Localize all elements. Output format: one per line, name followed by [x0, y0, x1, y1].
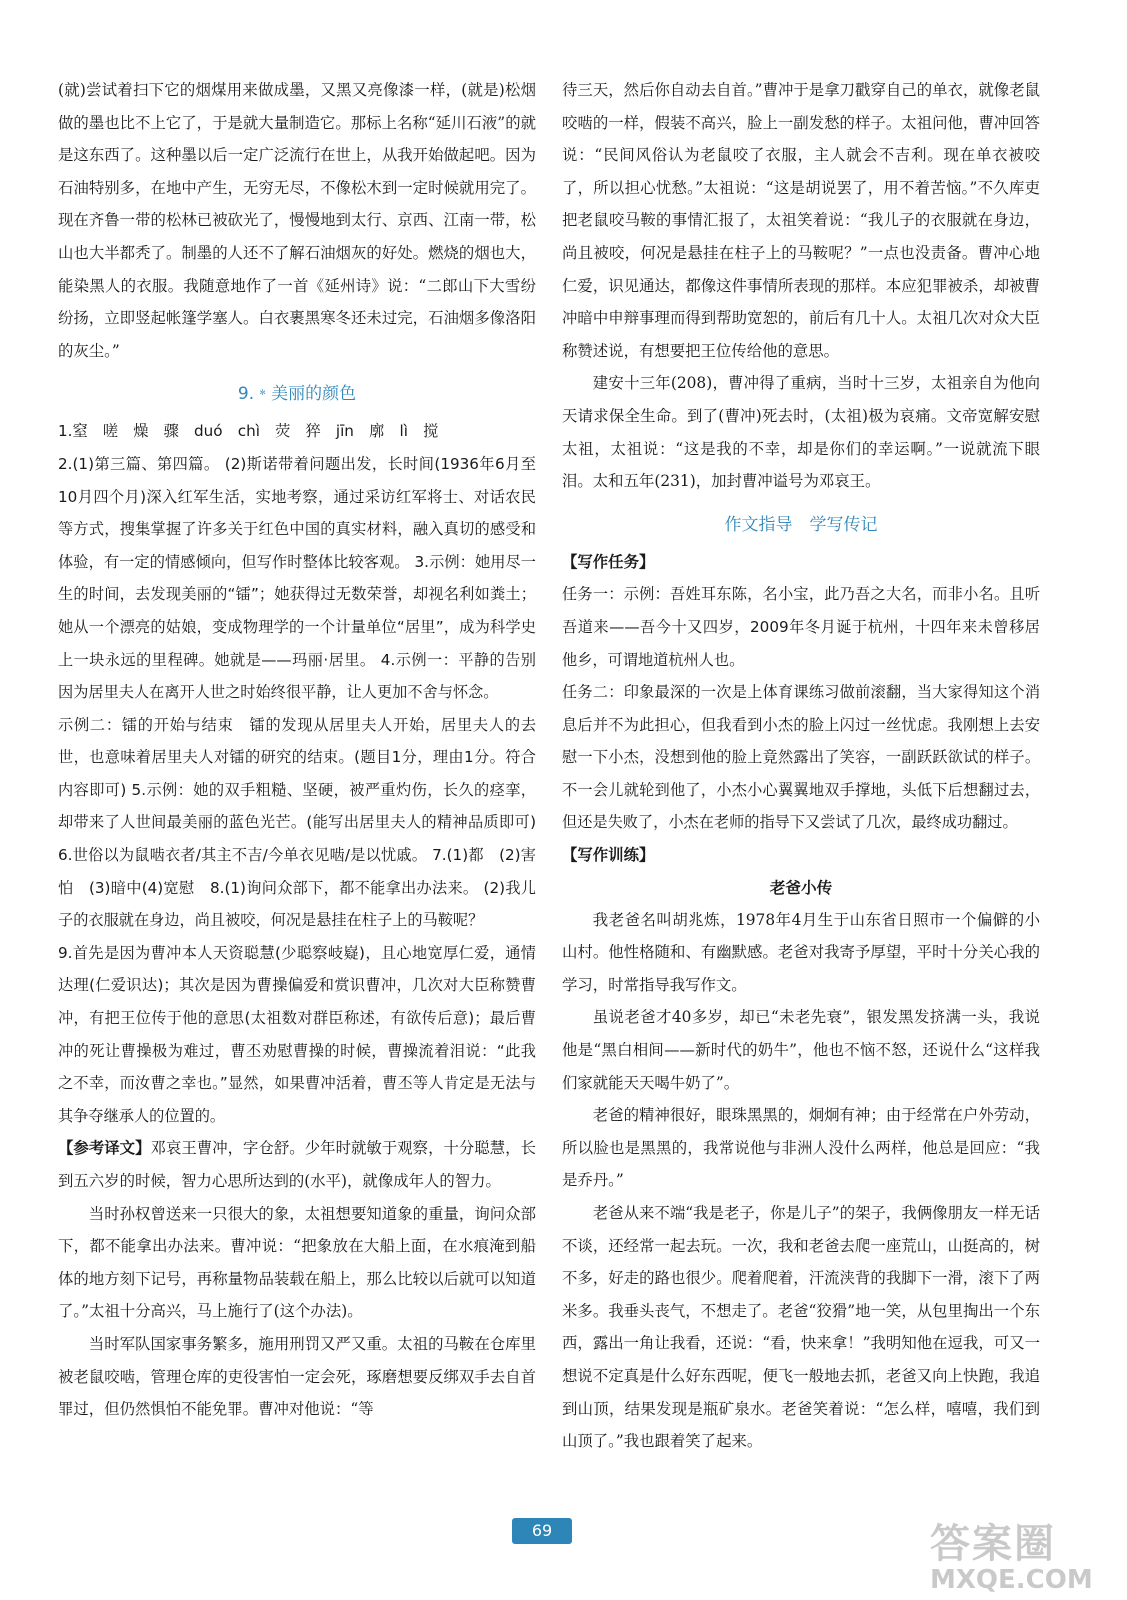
task-label: 【写作任务】: [562, 552, 655, 571]
answer-item-2: 2.(1)第三篇、第四篇。 (2)斯诺带着问题出发，长时间(1936年6月至10月四个月)深入红军生活，实地考察，通过采访红军将士、对话农民等方式，搜集掌握了许多关于红色中国的真实材料，融入真切的感受和体验，有一定的情感倾向，但写作时整体比较客观。 3.示例：她用尽一生的时间，去发现美丽的“镭”；她获得过无数荣誉，却视名利如粪土；她从一个漂亮的姑娘，变成物理学的一个计量单位“居里”，成为科学史上一块永远的里程碑。她就是——玛丽·居里。 4.示例一：平静的告别 因为居里夫人在离开人世之时始终很平静，让人更加不舍与怀念。: [58, 454, 552, 702]
reference-text: 邓哀王曹冲，字仓舒。少年时就敏于观察，十分聪慧，长到五六岁的时候，智力心思所达到的(水平)，就像成年人的智力。: [58, 1139, 536, 1190]
watermark-url: MXQE.COM: [930, 1565, 1093, 1595]
translation-paragraph: 待三天，然后你自动去自首。”曹冲于是拿刀戳穿自己的单衣，就像老鼠咬啮的一样，假装不高兴，脸上一副发愁的样子。太祖问他，曹冲回答说：“民间风俗认为老鼠咬了衣服，主人就会不吉利。现在单衣被咬了，所以担心忧愁。”太祖说：“这是胡说罢了，用不着苦恼。”不久库吏把老鼠咬马鞍的事情汇报了，太祖笑着说：“我儿子的衣服就在身边，尚且被咬，何况是悬挂在柱子上的马鞍呢？”一点也没责备。曹冲心地仁爱，识见通达，都像这件事情所表现的那样。本应犯罪被杀，却被曹冲暗中申辩事理而得到帮助宽恕的，前后有几十人。太祖几次对众大臣称赞述说，有想要把王位传给他的意思。: [562, 81, 1040, 360]
translation-paragraph: 当时军队国家事务繁多，施用刑罚又严又重。太祖的马鞍在仓库里被老鼠咬啮，管理仓库的吏役害怕一定会死，琢磨想要反绑双手去自首罪过，但仍然惧怕不能免罪。曹冲对他说：“等: [58, 1334, 536, 1419]
section-title: 作文指导 学写传记: [724, 514, 878, 535]
essay-paragraph: 老爸从来不端“我是老子，你是儿子”的架子，我俩像朋友一样无话不谈，还经常一起去玩。一次，我和老爸去爬一座荒山，山挺高的，树不多，好走的路也很少。爬着爬着，汗流浃背的我脚下一滑，滚下了两米多。我垂头丧气，不想走了。老爸“狡猾”地一笑，从包里掏出一个东西，露出一角让我看，还说：“看，快来拿！”我明知他在逗我，可又一想说不定真是什么好东西呢，便飞一般地去抓，老爸又向上快跑，我追到山顶，结果发现是瓶矿泉水。老爸笑着说：“怎么样，嘻嘻，我们到山顶了。”我也跟着笑了起来。: [562, 1204, 1040, 1451]
training-label: 【写作训练】: [562, 846, 655, 865]
essay-paragraph: 虽说老爸才40多岁，却已“未老先衰”，银发黑发挤满一头，我说他是“黑白相间——新时代的奶牛”，他也不恼不怒，还说什么“这样我们家就能天天喝牛奶了”。: [562, 1008, 1040, 1092]
task-2: 任务二：印象最深的一次是上体育课练习做前滚翻，当大家得知这个消息后并不为此担心，但我看到小杰的脸上闪过一丝忧虑。我刚想上去安慰一下小杰，没想到他的脸上竟然露出了笑容，一副跃跃欲试的样子。不一会儿就轮到他了，小杰小心翼翼地双手撑地，头低下后想翻过去，但还是失败了，小杰在老师的指导下又尝试了几次，最终成功翻过。: [562, 683, 1040, 832]
essay-title: 老爸小传: [769, 877, 833, 897]
answer-item-9: 9.首先是因为曹冲本人天资聪慧(少聪察岐嶷)，且心地宽厚仁爱，通情达理(仁爱识达)；其次是因为曹操偏爱和赏识曹冲，几次对大臣称赞曹冲，有把王位传于他的意思(太祖数对群臣称述，有欲传后意)；最后曹冲的死让曹操极为难过，曹丕劝慰曹操的时候，曹操流着泪说：“此我之不幸，而汝曹之幸也。”显然，如果曹冲活着，曹丕等人肯定是无法与其争夺继承人的位置的。: [58, 943, 536, 1125]
answer-item-1: 1.窒 嗟 燥 骤 duó chì 荧 猝 jīn 廓 lì 搅: [58, 422, 439, 441]
section-title: 9.﹡美丽的颜色: [237, 384, 357, 405]
essay-paragraph: 老爸的精神很好，眼珠黑黑的，炯炯有神；由于经常在户外劳动，所以脸也是黑黑的，我常说他与非洲人没什么两样，他总是回应：“我是乔丹。”: [562, 1106, 1040, 1190]
watermark-text: 答案圈: [930, 1521, 1056, 1567]
watermark-logo: [930, 1522, 1120, 1594]
left-column: [58, 74, 552, 1426]
task-1: 任务一：示例：吾姓耳东陈，名小宝，此乃吾之大名，而非小名。且听吾道来——吾今十又四岁，2009年冬月诞于杭州，十四年来未曾移居他乡，可谓地道杭州人也。: [562, 585, 1040, 669]
page-number: 69: [512, 1518, 572, 1544]
reference-translation: [58, 1132, 536, 1197]
reference-label: 【参考译文】: [58, 1139, 151, 1158]
essay-paragraph: 我老爸名叫胡兆炼，1978年4月生于山东省日照市一个偏僻的小山村。他性格随和、有幽默感。老爸对我寄予厚望，平时十分关心我的学习，时常指导我写作文。: [562, 910, 1040, 994]
translation-paragraph: 建安十三年(208)，曹冲得了重病，当时十三岁，太祖亲自为他向天请求保全生命。到了(曹冲)死去时，(太祖)极为哀痛。文帝宽解安慰太祖，太祖说：“这是我的不幸，却是你们的幸运啊。”一说就流下眼泪。太和五年(231)，加封曹冲谥号为邓哀王。: [562, 374, 1040, 491]
translation-paragraph: (就)尝试着扫下它的烟煤用来做成墨，又黑又亮像漆一样，(就是)松烟做的墨也比不上它了，于是就大量制造它。那标上名称“延川石液”的就是这东西了。这种墨以后一定广泛流行在世上，从我开始做起吧。因为石油特别多，在地中产生，无穷无尽，不像松木到一定时候就用完了。现在齐鲁一带的松林已被砍光了，慢慢地到太行、京西、江南一带，松山也大半都秃了。制墨的人还不了解石油烟灰的好处。燃烧的烟也大，能染黑人的衣服。我随意地作了一首《延州诗》说：“二郎山下大雪纷纷扬，立即竖起帐篷学塞人。白衣裹黑寒冬还未过完，石油烟多像洛阳的灰尘。”: [58, 81, 536, 360]
right-column: [562, 74, 1040, 1458]
answer-item-3: 示例二：镭的开始与结束 镭的发现从居里夫人开始，居里夫人的去世，也意味着居里夫人对镭的研究的结束。(题目1分，理由1分。符合内容即可) 5.示例：她的双手粗糙、坚硬，被严重灼伤，长久的痉挛，却带来了人世间最美丽的蓝色光芒。(能写出居里夫人的精神品质即可) 6.世俗以为鼠啮衣者/其主不吉/今单衣见啮/是以忧戚。 7.(1)都 (2)害怕 (3)暗中(4)宽慰 8.(1)询问众部下，都不能拿出办法来。 (2)我儿子的衣服就在身边，尚且被咬，何况是悬挂在柱子上的马鞍呢？: [58, 715, 536, 930]
translation-paragraph: 当时孙权曾送来一只很大的象，太祖想要知道象的重量，询问众部下，都不能拿出办法来。曹冲说：“把象放在大船上面，在水痕淹到船体的地方刻下记号，再称量物品装载在船上，那么比较以后就可以知道了。”太祖十分高兴，马上施行了(这个办法)。: [58, 1204, 536, 1321]
